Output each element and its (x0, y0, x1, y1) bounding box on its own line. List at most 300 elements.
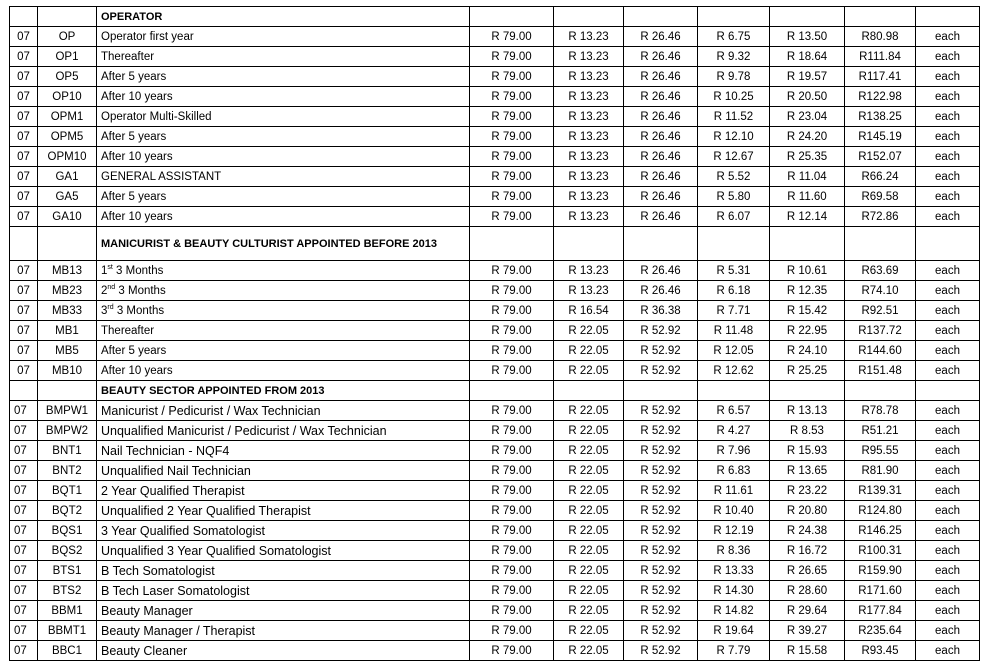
rate-col-3: R 26.46 (624, 167, 698, 187)
rate-col-5: R 15.58 (770, 641, 845, 661)
rate-col-1: R 79.00 (470, 107, 554, 127)
unit-cell: each (916, 541, 980, 561)
code-cell: MB1 (38, 321, 97, 341)
unit-cell: each (916, 621, 980, 641)
rate-col-3: R 52.92 (624, 501, 698, 521)
rate-col-4: R 5.31 (698, 261, 770, 281)
table-row (10, 261, 980, 281)
description-cell (97, 281, 470, 301)
unit-cell: each (916, 67, 980, 87)
rate-col-4: R 6.07 (698, 207, 770, 227)
rates-table-body (10, 7, 980, 661)
unit-cell: each (916, 401, 980, 421)
table-row (10, 301, 980, 321)
description-cell: B Tech Laser Somatologist (97, 581, 470, 601)
unit-cell: each (916, 187, 980, 207)
division-cell: 07 (10, 561, 38, 581)
unit-cell: each (916, 47, 980, 67)
description-cell: B Tech Somatologist (97, 561, 470, 581)
empty-cell (916, 7, 980, 27)
table-row (10, 481, 980, 501)
rate-col-3: R 26.46 (624, 187, 698, 207)
rate-col-5: R 19.57 (770, 67, 845, 87)
rate-col-1: R 79.00 (470, 261, 554, 281)
rate-col-1: R 79.00 (470, 167, 554, 187)
rate-col-1: R 79.00 (470, 87, 554, 107)
rate-col-4: R 14.82 (698, 601, 770, 621)
rate-col-6: R122.98 (845, 87, 916, 107)
rate-col-5: R 8.53 (770, 421, 845, 441)
empty-cell (698, 227, 770, 261)
rate-col-4: R 5.52 (698, 167, 770, 187)
rate-col-3: R 52.92 (624, 541, 698, 561)
table-row (10, 561, 980, 581)
rate-col-6: R159.90 (845, 561, 916, 581)
empty-cell (770, 227, 845, 261)
rate-col-5: R 15.93 (770, 441, 845, 461)
unit-cell: each (916, 147, 980, 167)
rate-col-6: R235.64 (845, 621, 916, 641)
rates-table (9, 6, 980, 661)
division-cell: 07 (10, 301, 38, 321)
unit-cell: each (916, 601, 980, 621)
rate-col-1: R 79.00 (470, 441, 554, 461)
rate-col-2: R 13.23 (554, 27, 624, 47)
rate-col-1: R 79.00 (470, 581, 554, 601)
unit-cell: each (916, 361, 980, 381)
unit-cell: each (916, 641, 980, 661)
empty-cell (624, 227, 698, 261)
rate-col-1: R 79.00 (470, 361, 554, 381)
table-row (10, 281, 980, 301)
empty-cell (554, 7, 624, 27)
rate-col-3: R 52.92 (624, 461, 698, 481)
empty-cell (38, 227, 97, 261)
table-row (10, 87, 980, 107)
rate-col-6: R72.86 (845, 207, 916, 227)
rate-col-4: R 11.48 (698, 321, 770, 341)
rate-col-2: R 22.05 (554, 441, 624, 461)
rate-col-5: R 20.50 (770, 87, 845, 107)
division-cell: 07 (10, 107, 38, 127)
rate-col-1: R 79.00 (470, 187, 554, 207)
section-header-row (10, 7, 980, 27)
code-cell: BBM1 (38, 601, 97, 621)
rate-col-6: R146.25 (845, 521, 916, 541)
rate-col-1: R 79.00 (470, 47, 554, 67)
unit-cell: each (916, 167, 980, 187)
division-cell: 07 (10, 281, 38, 301)
table-row (10, 47, 980, 67)
empty-cell (845, 7, 916, 27)
rate-col-3: R 26.46 (624, 261, 698, 281)
code-cell: OP5 (38, 67, 97, 87)
rate-col-6: R93.45 (845, 641, 916, 661)
rate-col-4: R 12.05 (698, 341, 770, 361)
rate-col-4: R 7.79 (698, 641, 770, 661)
rate-col-6: R139.31 (845, 481, 916, 501)
rate-col-5: R 18.64 (770, 47, 845, 67)
section-header-row (10, 381, 980, 401)
rate-col-2: R 22.05 (554, 521, 624, 541)
division-cell: 07 (10, 401, 38, 421)
rate-col-1: R 79.00 (470, 207, 554, 227)
rate-col-5: R 39.27 (770, 621, 845, 641)
division-cell: 07 (10, 341, 38, 361)
unit-cell: each (916, 581, 980, 601)
rate-col-5: R 12.35 (770, 281, 845, 301)
division-cell: 07 (10, 361, 38, 381)
rate-col-1: R 79.00 (470, 127, 554, 147)
description-cell: After 5 years (97, 341, 470, 361)
rate-col-4: R 5.80 (698, 187, 770, 207)
rate-col-1: R 79.00 (470, 601, 554, 621)
rate-col-1: R 79.00 (470, 481, 554, 501)
rate-col-3: R 26.46 (624, 67, 698, 87)
rate-col-2: R 13.23 (554, 47, 624, 67)
rate-col-3: R 26.46 (624, 147, 698, 167)
rate-col-5: R 12.14 (770, 207, 845, 227)
code-cell: GA1 (38, 167, 97, 187)
description-text: 3 Months (112, 264, 164, 277)
empty-cell (770, 7, 845, 27)
rate-col-2: R 22.05 (554, 401, 624, 421)
division-cell: 07 (10, 187, 38, 207)
table-row (10, 321, 980, 341)
rate-col-6: R117.41 (845, 67, 916, 87)
rate-col-3: R 52.92 (624, 361, 698, 381)
rate-col-3: R 52.92 (624, 341, 698, 361)
empty-cell (10, 227, 38, 261)
rate-col-5: R 15.42 (770, 301, 845, 321)
description-cell: Nail Technician - NQF4 (97, 441, 470, 461)
rate-col-2: R 22.05 (554, 461, 624, 481)
table-row (10, 581, 980, 601)
code-cell: OPM5 (38, 127, 97, 147)
table-row (10, 187, 980, 207)
rate-col-4: R 12.10 (698, 127, 770, 147)
unit-cell: each (916, 461, 980, 481)
rate-col-4: R 12.67 (698, 147, 770, 167)
description-cell: Operator first year (97, 27, 470, 47)
code-cell: BMPW2 (38, 421, 97, 441)
rate-col-6: R80.98 (845, 27, 916, 47)
rate-col-4: R 6.75 (698, 27, 770, 47)
empty-cell (10, 381, 38, 401)
unit-cell: each (916, 27, 980, 47)
rate-col-5: R 20.80 (770, 501, 845, 521)
rate-col-4: R 19.64 (698, 621, 770, 641)
rate-col-1: R 79.00 (470, 421, 554, 441)
rate-col-3: R 36.38 (624, 301, 698, 321)
division-cell: 07 (10, 521, 38, 541)
rate-col-1: R 79.00 (470, 501, 554, 521)
rate-col-2: R 13.23 (554, 187, 624, 207)
rate-col-1: R 79.00 (470, 521, 554, 541)
rate-col-6: R66.24 (845, 167, 916, 187)
empty-cell (470, 381, 554, 401)
rate-col-1: R 79.00 (470, 541, 554, 561)
division-cell: 07 (10, 127, 38, 147)
rate-col-6: R145.19 (845, 127, 916, 147)
description-cell (97, 301, 470, 321)
division-cell: 07 (10, 601, 38, 621)
ordinal-number: 2 (101, 284, 108, 297)
code-cell: BTS2 (38, 581, 97, 601)
code-cell: BQS1 (38, 521, 97, 541)
rate-col-3: R 52.92 (624, 421, 698, 441)
rate-col-5: R 25.35 (770, 147, 845, 167)
rate-col-5: R 22.95 (770, 321, 845, 341)
rate-col-6: R144.60 (845, 341, 916, 361)
rate-col-3: R 52.92 (624, 401, 698, 421)
rate-col-2: R 13.23 (554, 281, 624, 301)
description-cell (97, 261, 470, 281)
rate-col-2: R 13.23 (554, 147, 624, 167)
division-cell: 07 (10, 147, 38, 167)
rate-col-4: R 11.52 (698, 107, 770, 127)
unit-cell: each (916, 127, 980, 147)
rate-col-1: R 79.00 (470, 281, 554, 301)
rate-col-5: R 23.22 (770, 481, 845, 501)
ordinal-suffix: st (107, 263, 113, 271)
code-cell: BQS2 (38, 541, 97, 561)
rate-col-4: R 6.57 (698, 401, 770, 421)
rate-col-6: R74.10 (845, 281, 916, 301)
description-cell: 3 Year Qualified Somatologist (97, 521, 470, 541)
division-cell: 07 (10, 261, 38, 281)
rate-col-5: R 26.65 (770, 561, 845, 581)
description-cell: After 10 years (97, 87, 470, 107)
unit-cell: each (916, 561, 980, 581)
description-cell: Thereafter (97, 47, 470, 67)
code-cell: OP1 (38, 47, 97, 67)
rate-col-4: R 12.19 (698, 521, 770, 541)
rate-col-5: R 29.64 (770, 601, 845, 621)
rate-col-2: R 16.54 (554, 301, 624, 321)
rate-col-4: R 4.27 (698, 421, 770, 441)
table-row (10, 401, 980, 421)
empty-cell (845, 227, 916, 261)
rate-col-6: R111.84 (845, 47, 916, 67)
rate-col-2: R 22.05 (554, 361, 624, 381)
rate-col-6: R95.55 (845, 441, 916, 461)
ordinal-suffix: rd (107, 303, 114, 311)
rate-col-2: R 22.05 (554, 601, 624, 621)
code-cell: GA10 (38, 207, 97, 227)
division-cell: 07 (10, 167, 38, 187)
description-cell: 2 Year Qualified Therapist (97, 481, 470, 501)
description-cell: After 5 years (97, 187, 470, 207)
rate-col-2: R 13.23 (554, 207, 624, 227)
rate-col-4: R 8.36 (698, 541, 770, 561)
empty-cell (916, 227, 980, 261)
empty-cell (916, 381, 980, 401)
unit-cell: each (916, 441, 980, 461)
unit-cell: each (916, 341, 980, 361)
table-row (10, 147, 980, 167)
rate-col-6: R171.60 (845, 581, 916, 601)
empty-cell (554, 381, 624, 401)
division-cell: 07 (10, 501, 38, 521)
empty-cell (470, 227, 554, 261)
rate-col-4: R 10.25 (698, 87, 770, 107)
rates-document (9, 6, 980, 661)
rate-col-4: R 10.40 (698, 501, 770, 521)
division-cell: 07 (10, 541, 38, 561)
code-cell: BBMT1 (38, 621, 97, 641)
empty-cell (38, 7, 97, 27)
rate-col-1: R 79.00 (470, 67, 554, 87)
rate-col-2: R 22.05 (554, 341, 624, 361)
unit-cell: each (916, 207, 980, 227)
description-cell: Beauty Manager / Therapist (97, 621, 470, 641)
code-cell: BNT2 (38, 461, 97, 481)
rate-col-6: R137.72 (845, 321, 916, 341)
unit-cell: each (916, 107, 980, 127)
division-cell: 07 (10, 621, 38, 641)
rate-col-6: R124.80 (845, 501, 916, 521)
unit-cell: each (916, 301, 980, 321)
table-row (10, 441, 980, 461)
code-cell: OPM10 (38, 147, 97, 167)
rate-col-2: R 22.05 (554, 481, 624, 501)
rate-col-5: R 11.60 (770, 187, 845, 207)
rate-col-4: R 9.32 (698, 47, 770, 67)
division-cell: 07 (10, 421, 38, 441)
code-cell: OP10 (38, 87, 97, 107)
rate-col-3: R 26.46 (624, 47, 698, 67)
description-cell: Unqualified Nail Technician (97, 461, 470, 481)
division-cell: 07 (10, 481, 38, 501)
rate-col-2: R 22.05 (554, 421, 624, 441)
rate-col-4: R 6.83 (698, 461, 770, 481)
unit-cell: each (916, 501, 980, 521)
description-cell: After 10 years (97, 361, 470, 381)
rate-col-2: R 13.23 (554, 261, 624, 281)
rate-col-3: R 52.92 (624, 441, 698, 461)
table-row (10, 361, 980, 381)
rate-col-1: R 79.00 (470, 147, 554, 167)
division-cell: 07 (10, 67, 38, 87)
description-cell: After 5 years (97, 67, 470, 87)
rate-col-1: R 79.00 (470, 461, 554, 481)
empty-cell (624, 381, 698, 401)
unit-cell: each (916, 281, 980, 301)
rate-col-6: R92.51 (845, 301, 916, 321)
rate-col-4: R 7.96 (698, 441, 770, 461)
rate-col-5: R 13.50 (770, 27, 845, 47)
empty-cell (554, 227, 624, 261)
rate-col-1: R 79.00 (470, 621, 554, 641)
rate-col-2: R 13.23 (554, 127, 624, 147)
rate-col-5: R 13.13 (770, 401, 845, 421)
rate-col-6: R151.48 (845, 361, 916, 381)
unit-cell: each (916, 321, 980, 341)
empty-cell (698, 381, 770, 401)
rate-col-3: R 52.92 (624, 521, 698, 541)
rate-col-4: R 9.78 (698, 67, 770, 87)
rate-col-6: R63.69 (845, 261, 916, 281)
description-cell: After 10 years (97, 207, 470, 227)
rate-col-5: R 10.61 (770, 261, 845, 281)
table-row (10, 67, 980, 87)
rate-col-6: R51.21 (845, 421, 916, 441)
description-cell: Unqualified Manicurist / Pedicurist / Wax Technician (97, 421, 470, 441)
rate-col-2: R 22.05 (554, 321, 624, 341)
rate-col-6: R138.25 (845, 107, 916, 127)
description-cell: Beauty Cleaner (97, 641, 470, 661)
description-cell: After 10 years (97, 147, 470, 167)
description-cell: Unqualified 2 Year Qualified Therapist (97, 501, 470, 521)
rate-col-2: R 22.05 (554, 581, 624, 601)
rate-col-4: R 11.61 (698, 481, 770, 501)
rate-col-1: R 79.00 (470, 321, 554, 341)
rate-col-3: R 26.46 (624, 281, 698, 301)
empty-cell (624, 7, 698, 27)
description-cell: Operator Multi-Skilled (97, 107, 470, 127)
rate-col-1: R 79.00 (470, 341, 554, 361)
rate-col-2: R 13.23 (554, 107, 624, 127)
empty-cell (845, 381, 916, 401)
rate-col-2: R 22.05 (554, 641, 624, 661)
division-cell: 07 (10, 207, 38, 227)
table-row (10, 461, 980, 481)
rate-col-3: R 26.46 (624, 27, 698, 47)
rate-col-4: R 6.18 (698, 281, 770, 301)
section-title: MANICURIST & BEAUTY CULTURIST APPOINTED BEFORE 2013 (97, 227, 470, 261)
division-cell: 07 (10, 461, 38, 481)
rate-col-3: R 52.92 (624, 481, 698, 501)
code-cell: MB10 (38, 361, 97, 381)
rate-col-6: R177.84 (845, 601, 916, 621)
rate-col-1: R 79.00 (470, 641, 554, 661)
description-cell: Manicurist / Pedicurist / Wax Technician (97, 401, 470, 421)
code-cell: MB5 (38, 341, 97, 361)
rate-col-3: R 52.92 (624, 601, 698, 621)
rate-col-6: R81.90 (845, 461, 916, 481)
rate-col-2: R 22.05 (554, 501, 624, 521)
rate-col-3: R 52.92 (624, 641, 698, 661)
description-cell: After 5 years (97, 127, 470, 147)
table-row (10, 621, 980, 641)
table-row (10, 107, 980, 127)
rate-col-2: R 22.05 (554, 621, 624, 641)
rate-col-5: R 25.25 (770, 361, 845, 381)
section-title: BEAUTY SECTOR APPOINTED FROM 2013 (97, 381, 470, 401)
division-cell: 07 (10, 47, 38, 67)
code-cell: BTS1 (38, 561, 97, 581)
rate-col-1: R 79.00 (470, 561, 554, 581)
unit-cell: each (916, 521, 980, 541)
code-cell: BBC1 (38, 641, 97, 661)
description-text: 3 Months (115, 284, 166, 297)
rate-col-1: R 79.00 (470, 301, 554, 321)
rate-col-2: R 13.23 (554, 87, 624, 107)
code-cell: OPM1 (38, 107, 97, 127)
division-cell: 07 (10, 27, 38, 47)
rate-col-6: R100.31 (845, 541, 916, 561)
rate-col-4: R 12.62 (698, 361, 770, 381)
empty-cell (698, 7, 770, 27)
rate-col-6: R78.78 (845, 401, 916, 421)
division-cell: 07 (10, 581, 38, 601)
rate-col-6: R152.07 (845, 147, 916, 167)
rate-col-2: R 13.23 (554, 67, 624, 87)
description-cell: Beauty Manager (97, 601, 470, 621)
rate-col-5: R 23.04 (770, 107, 845, 127)
unit-cell: each (916, 261, 980, 281)
